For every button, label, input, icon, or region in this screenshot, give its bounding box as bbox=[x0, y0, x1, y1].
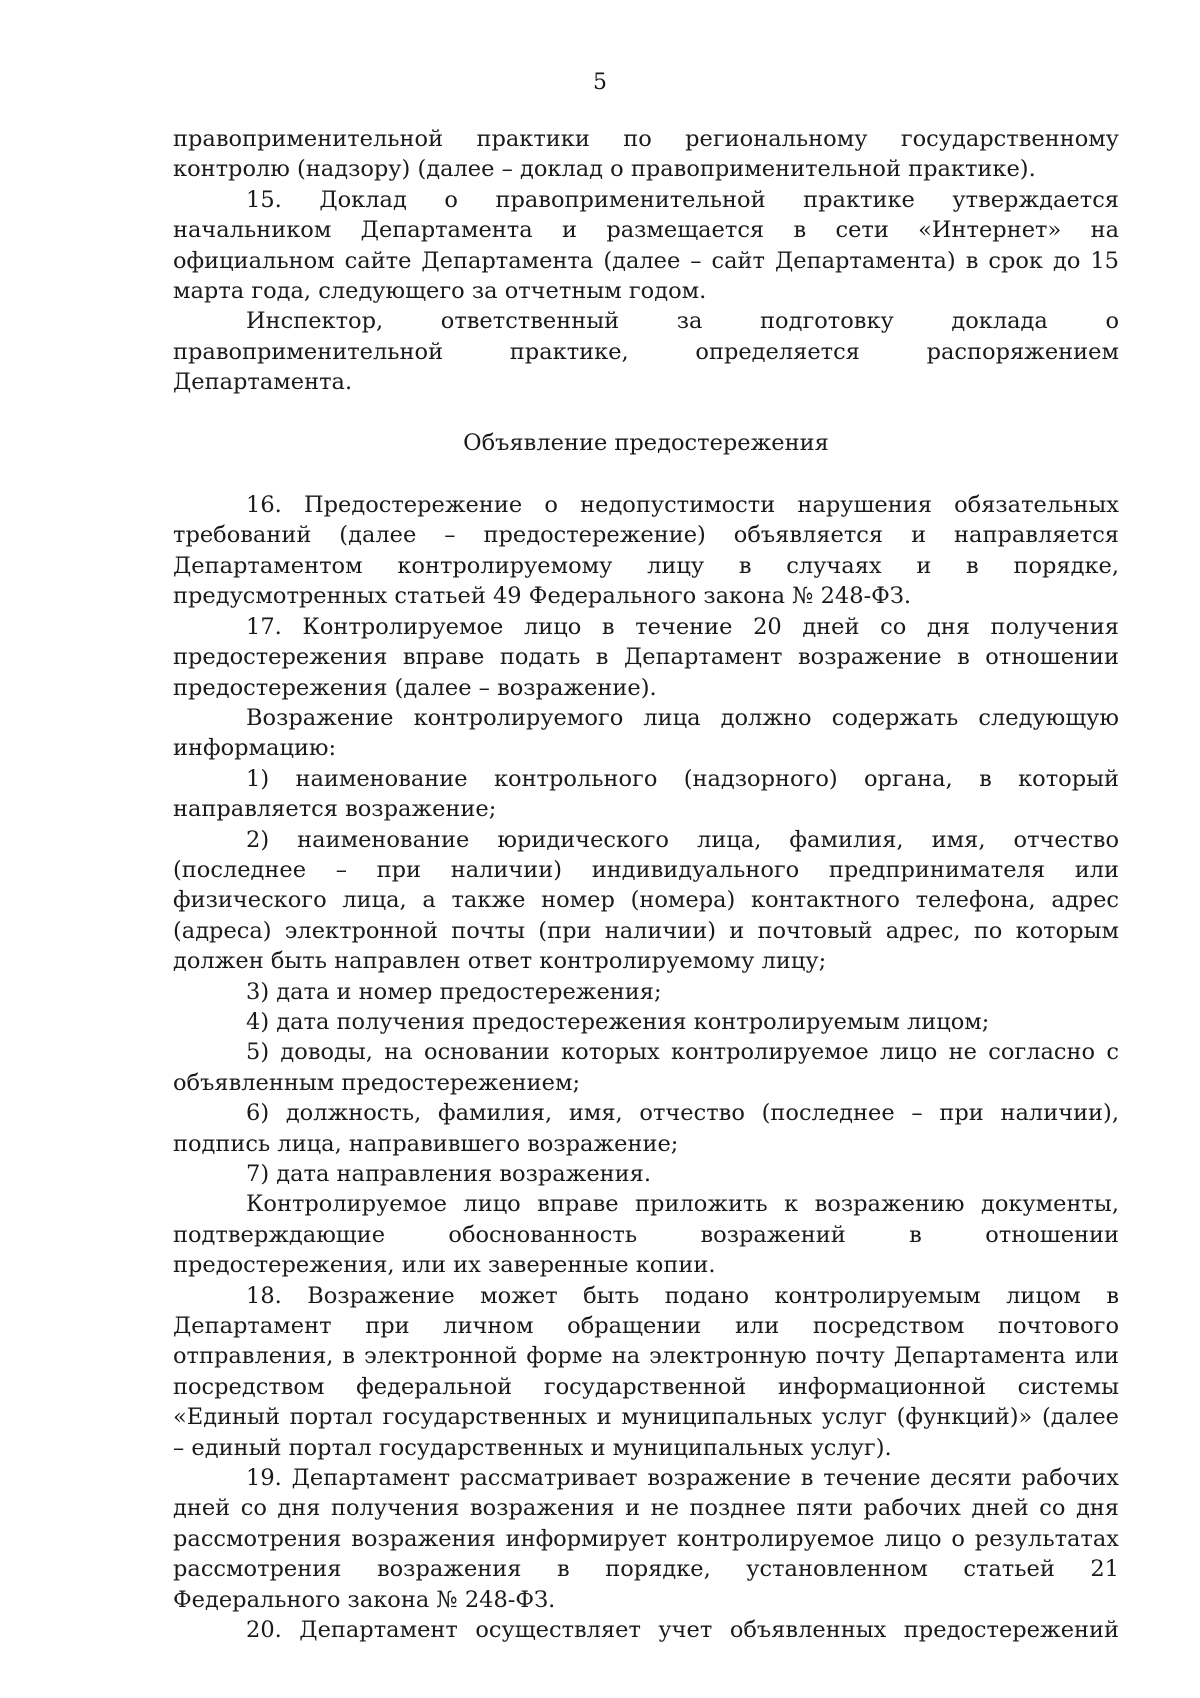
section-heading: Объявление предостережения bbox=[463, 429, 829, 456]
paragraph-17: 17. Контролируемое лицо в течение 20 дней со дня получения предостережения вправе подать в Департамент возражение в отношении предостережения (далее – возражение). bbox=[173, 613, 1119, 701]
paragraph-objection-content: Возражение контролируемого лица должно содержать следующую информацию: bbox=[173, 704, 1119, 762]
list-item-4: 4) дата получения предостережения контролируемым лицом; bbox=[246, 1008, 990, 1035]
list-item-7: 7) дата направления возражения. bbox=[246, 1161, 652, 1187]
paragraph-15: 15. Доклад о правоприменительной практике утверждается начальником Департамента и размещается в сети «Интернет» на официальном сайте Департамента (далее – сайт Департамента) в срок до 15 марта года, следующего за отчетным годом. bbox=[173, 186, 1119, 305]
paragraph-18: 18. Возражение может быть подано контролируемым лицом в Департамент при личном обращении или посредством почтового отправления, в электронной форме на электронную почту Департамента или посредством федеральной государственной информационной системы «Единый портал государственных и муниципальных услуг (функций)» (далее – единый портал государственных и муниципальных услуг). bbox=[173, 1282, 1119, 1461]
document-body bbox=[173, 124, 1119, 1646]
list-item-5: 5) доводы, на основании которых контролируемое лицо не согласно с объявленным предостережением; bbox=[173, 1039, 1119, 1096]
list-item-3: 3) дата и номер предостережения; bbox=[246, 978, 662, 1005]
list-item-6: 6) должность, фамилия, имя, отчество (последнее – при наличии), подпись лица, направившего возражение; bbox=[173, 1100, 1119, 1157]
paragraph-attachments: Контролируемое лицо вправе приложить к возражению документы, подтверждающие обоснованность возражений в отношении предостережения, или их заверенные копии. bbox=[173, 1191, 1119, 1279]
paragraph-16: 16. Предостережение о недопустимости нарушения обязательных требований (далее – предостережение) объявляется и направляется Департаментом контролируемому лицу в случаях и в порядке, предусмотренных статьей 49 Федерального закона № 248-ФЗ. bbox=[173, 492, 1119, 610]
list-item-1: 1) наименование контрольного (надзорного) органа, в который направляется возражение; bbox=[173, 765, 1119, 823]
paragraph-19: 19. Департамент рассматривает возражение в течение десяти рабочих дней со дня получения возражения и не позднее пяти рабочих дней со дня рассмотрения возражения информирует контролируемое лицо о результатах рассмотрения возражения в порядке, установленном статьей 21 Федерального закона № 248-ФЗ. bbox=[173, 1465, 1119, 1613]
page-number: 5 bbox=[593, 70, 607, 95]
paragraph-inspector: Инспектор, ответственный за подготовку доклада о правоприменительной практике, определяется распоряжением Департамента. bbox=[173, 308, 1119, 396]
paragraph-20: 20. Департамент осуществляет учет объявленных предостережений bbox=[246, 1617, 1119, 1644]
paragraph-continuation: правоприменительной практики по региональному государственному контролю (надзору) (далее – доклад о правоприменительной практике). bbox=[173, 126, 1119, 183]
list-item-2: 2) наименование юридического лица, фамилия, имя, отчество (последнее – при наличии) индивидуального предпринимателя или физического лица, а также номер (номера) контактного телефона, адрес (адреса) электронной почты (при наличии) и почтовый адрес, по которым должен быть направлен ответ контролируемому лицу; bbox=[173, 826, 1119, 975]
